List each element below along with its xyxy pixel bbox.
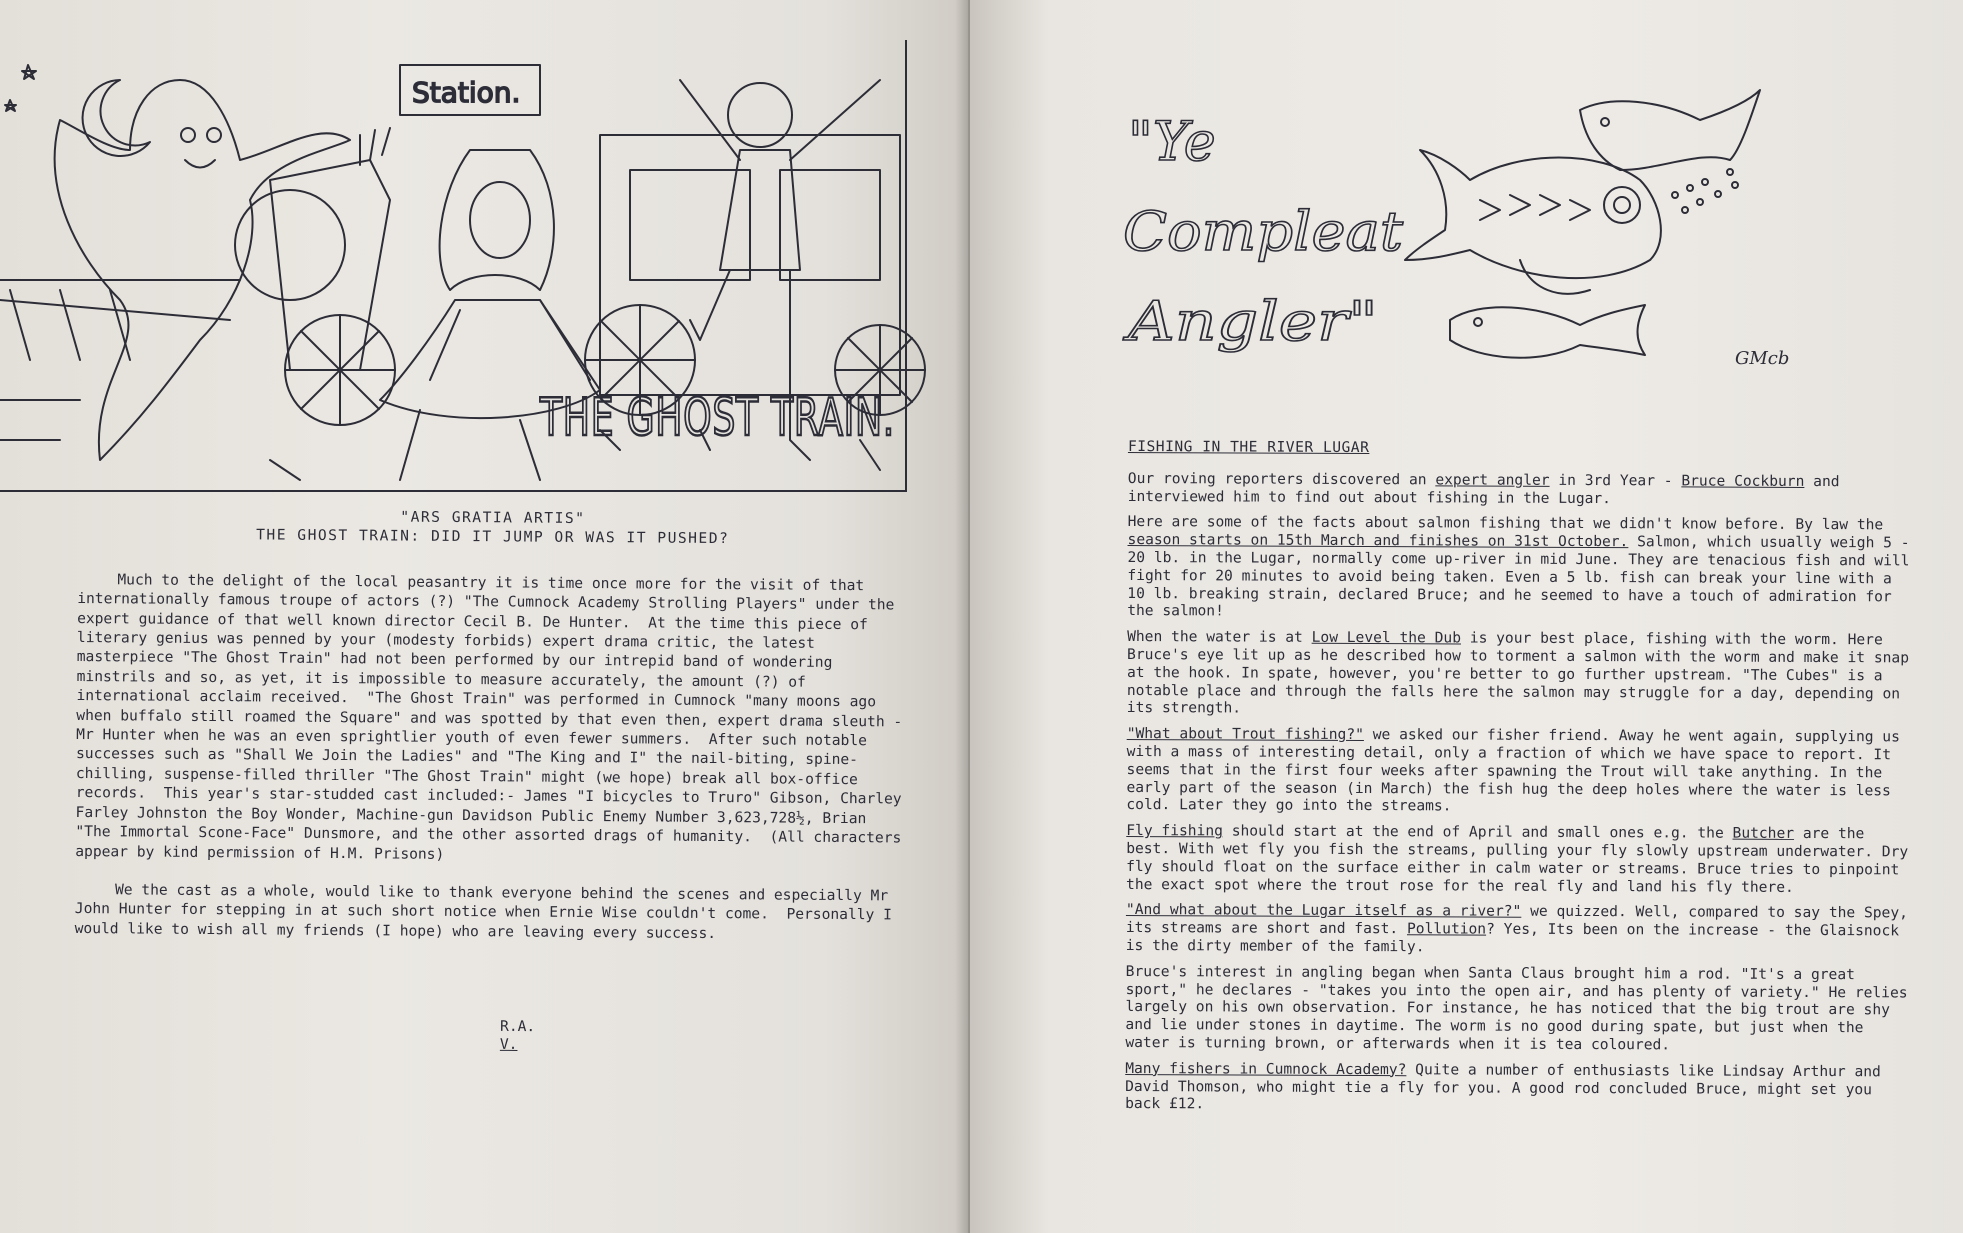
text-run: ? Yes, Its been on the increase - the Glaisnock is the dirty member of the family.: [1125, 920, 1900, 956]
text-run: is your best place, fishing with the worm. Here Bruce's eye lit up as he described how to torment a salmon with the worm and make it snap at the hook. In spate, however, you're better to go further upstream. "The Cubes" is a notable place and through the falls here the salmon may struggle for a day, depending on its strength.: [1126, 629, 1910, 717]
star-icon: [22, 65, 36, 79]
signoff-initial-v: V.: [499, 1035, 518, 1053]
article-paragraph: [1127, 628, 1917, 720]
girl-face: [470, 182, 530, 258]
title-lettering: [1118, 100, 1418, 380]
article-heading-1: "ARS GRATIA ARTIS": [400, 508, 586, 527]
ghost-train-drawing: [0, 40, 905, 490]
fish-icon: [1450, 305, 1645, 358]
article-paragraph: [1128, 470, 1918, 509]
girl-hair: [440, 150, 554, 290]
article-heading-2: THE GHOST TRAIN: DID IT JUMP OR WAS IT PUSHED?: [256, 526, 730, 548]
underlined-text: Bruce Cockburn: [1681, 472, 1805, 490]
ghost-eye: [181, 128, 195, 142]
artist-initials: GMcb: [1735, 348, 1790, 369]
article-paragraph: [1126, 725, 1916, 817]
title-line-3: Angler": [1121, 290, 1378, 353]
article-paragraph: [1126, 901, 1916, 958]
article-paragraph: Much to the delight of the local peasantry it is time once more for the visit of that internationally famous troupe of actors (?) "The Cumnock Academy Strolling Players" under the expert guidance of that well known director Cecil B. De Hunter. At the time this piece of literary genius was penned by your (modesty forbids) expert drama critic, the latest masterpiece "The Ghost Train" had not been performed by our intrepid band of wondering minstrils and so, as yet, it is impossible to measure accurately, the amount (?) of international acclaim received. "The Ghost Train" was performed in Cumnock "many moons ago when buffalo still roamed the Square" and was spotted by that even then, expert drama sleuth - Mr Hunter when he was an even sprightlier youth of even fewer summers. After such notable successes such as "Shall We Join the Ladies" and "The King and I" the nail-biting, spine-chilling, suspense-filled thriller "The Ghost Train" might (we hope) break all box-office records. This year's star-studded cast included:- James "I bicycles to Truro" Gibson, Charley Farley Johnston the Boy Wonder, Machine-gun Davidson Public Enemy Number 3,623,728½, Brian "The Immortal Scone-Face" Dunsmore, and the other assorted drags of humanity. (All characters appear by kind permission of H.M. Prisons): [75, 571, 912, 863]
compleat-angler-title: [1118, 100, 1418, 380]
text-run: Here are some of the facts about salmon fishing that we didn't know before. By law the: [1127, 513, 1884, 534]
underlined-text: expert angler: [1435, 471, 1550, 489]
train-window: [780, 170, 880, 280]
ghost-mouth: [185, 160, 215, 168]
underlined-text: Butcher: [1732, 824, 1795, 843]
bubbles-icon: [1672, 169, 1738, 213]
ghost-eye: [207, 128, 221, 142]
ghost-train-illustration: [0, 40, 907, 492]
signoff-initials: R.A.: [500, 1017, 536, 1036]
moon-icon: [83, 80, 150, 156]
underlined-text: "What about Trout fishing?": [1126, 725, 1364, 744]
text-run: should start at the end of April and small ones e.g. the: [1222, 822, 1733, 842]
text-run: we quizzed. Well, compared to say the Spey, its streams are short and fast.: [1125, 903, 1908, 938]
section-title: FISHING IN THE RIVER LUGAR: [1127, 438, 1370, 457]
title-line-2: Compleat: [1123, 200, 1404, 263]
article-paragraph: We the cast as a whole, would like to thank everyone behind the scenes and especially Mr John Hunter for stepping in at such short notice when Ernie Wise couldn't come. Personally I would like to wish all my friends (I hope) who are leaving every success.: [74, 881, 901, 942]
text-run: in 3rd Year -: [1549, 471, 1682, 490]
train-wheel: [285, 315, 395, 425]
underlined-text: Pollution: [1406, 920, 1487, 938]
underlined-text: "And what about the Lugar itself as a river?": [1125, 901, 1522, 921]
article-paragraph: [1125, 1060, 1915, 1117]
text-run: Our roving reporters discovered an: [1127, 469, 1436, 489]
fish-illustration: [1400, 90, 1760, 390]
ghost-train-article: [74, 505, 912, 964]
underlined-text: season starts on 15th March and finishes on 31st October.: [1127, 531, 1629, 551]
boy-body: [720, 150, 800, 270]
fishing-article: [1125, 438, 1918, 1125]
boy-head: [728, 83, 792, 147]
station-sign-label: Station.: [412, 76, 521, 109]
train-window: [630, 170, 750, 280]
article-signoff: [500, 1018, 535, 1054]
text-run: When the water is at: [1127, 628, 1312, 646]
fish-drawing: [1400, 90, 1760, 390]
ghost-train-title: THE GHOST TRAIN.: [539, 388, 895, 448]
article-paragraph: [1127, 513, 1917, 623]
text-run: Salmon, which usually weigh 5 - 20 lb. in the Lugar, normally come up-river in mid June. They are tenacious fish and will fight for 20 minutes to avoid being taken. Even a 5 lb. fish can break your line with a 10 lb. breaking strain, declared Bruce; and he seemed to have a touch of admiration for the salmon!: [1127, 533, 1910, 620]
left-page: [0, 0, 968, 1233]
text-run: Quite a number of enthusiasts like Lindsay Arthur and David Thomson, who might tie a fly for you. A good rod concluded Bruce, might set you back £12.: [1125, 1060, 1881, 1113]
underlined-text: Many fishers in Cumnock Academy?: [1125, 1059, 1407, 1078]
article-paragraph: Bruce's interest in angling began when Santa Claus brought him a rod. "It's a great sport," he declares - "takes you into the open air, and has plenty of variety." He relies largely on his own observation. For instance, he has noticed that the big trout are shy and lie under stones in daytime. The worm is no good during spate, but just when the water is turning brown, or afterwards when it is tea coloured.: [1125, 962, 1908, 1054]
boy-arms: [680, 80, 880, 160]
text-run: and interviewed him to find out about fishing in the Lugar.: [1127, 472, 1840, 507]
title-line-1: "Ye: [1128, 110, 1216, 173]
star-icon: [5, 100, 16, 111]
text-run: we asked our fisher friend. Away he went again, supplying us with a mass of interesting detail, only a fraction of which we have space to report. It seems that in the first four weeks after spawning the Trout will take anything. In the early part of the season (in March) the fish hug the deep holes where the water is less cold. Later they go into the streams.: [1126, 726, 1900, 815]
fish-icon: [1405, 150, 1661, 294]
underlined-text: Fly fishing: [1126, 822, 1223, 840]
underlined-text: Low Level the Dub: [1311, 628, 1462, 647]
article-paragraph: [1126, 822, 1916, 897]
text-run: are the best. With wet fly you fish the streams, pulling your fly slowly upstream underwater. Dry fly should float on the surface either in calm water or streams. Bruce tries to pinpoint the exact spot where the trout rose for the real fly and land his fly there.: [1126, 825, 1909, 896]
fish-icon: [1580, 90, 1760, 170]
